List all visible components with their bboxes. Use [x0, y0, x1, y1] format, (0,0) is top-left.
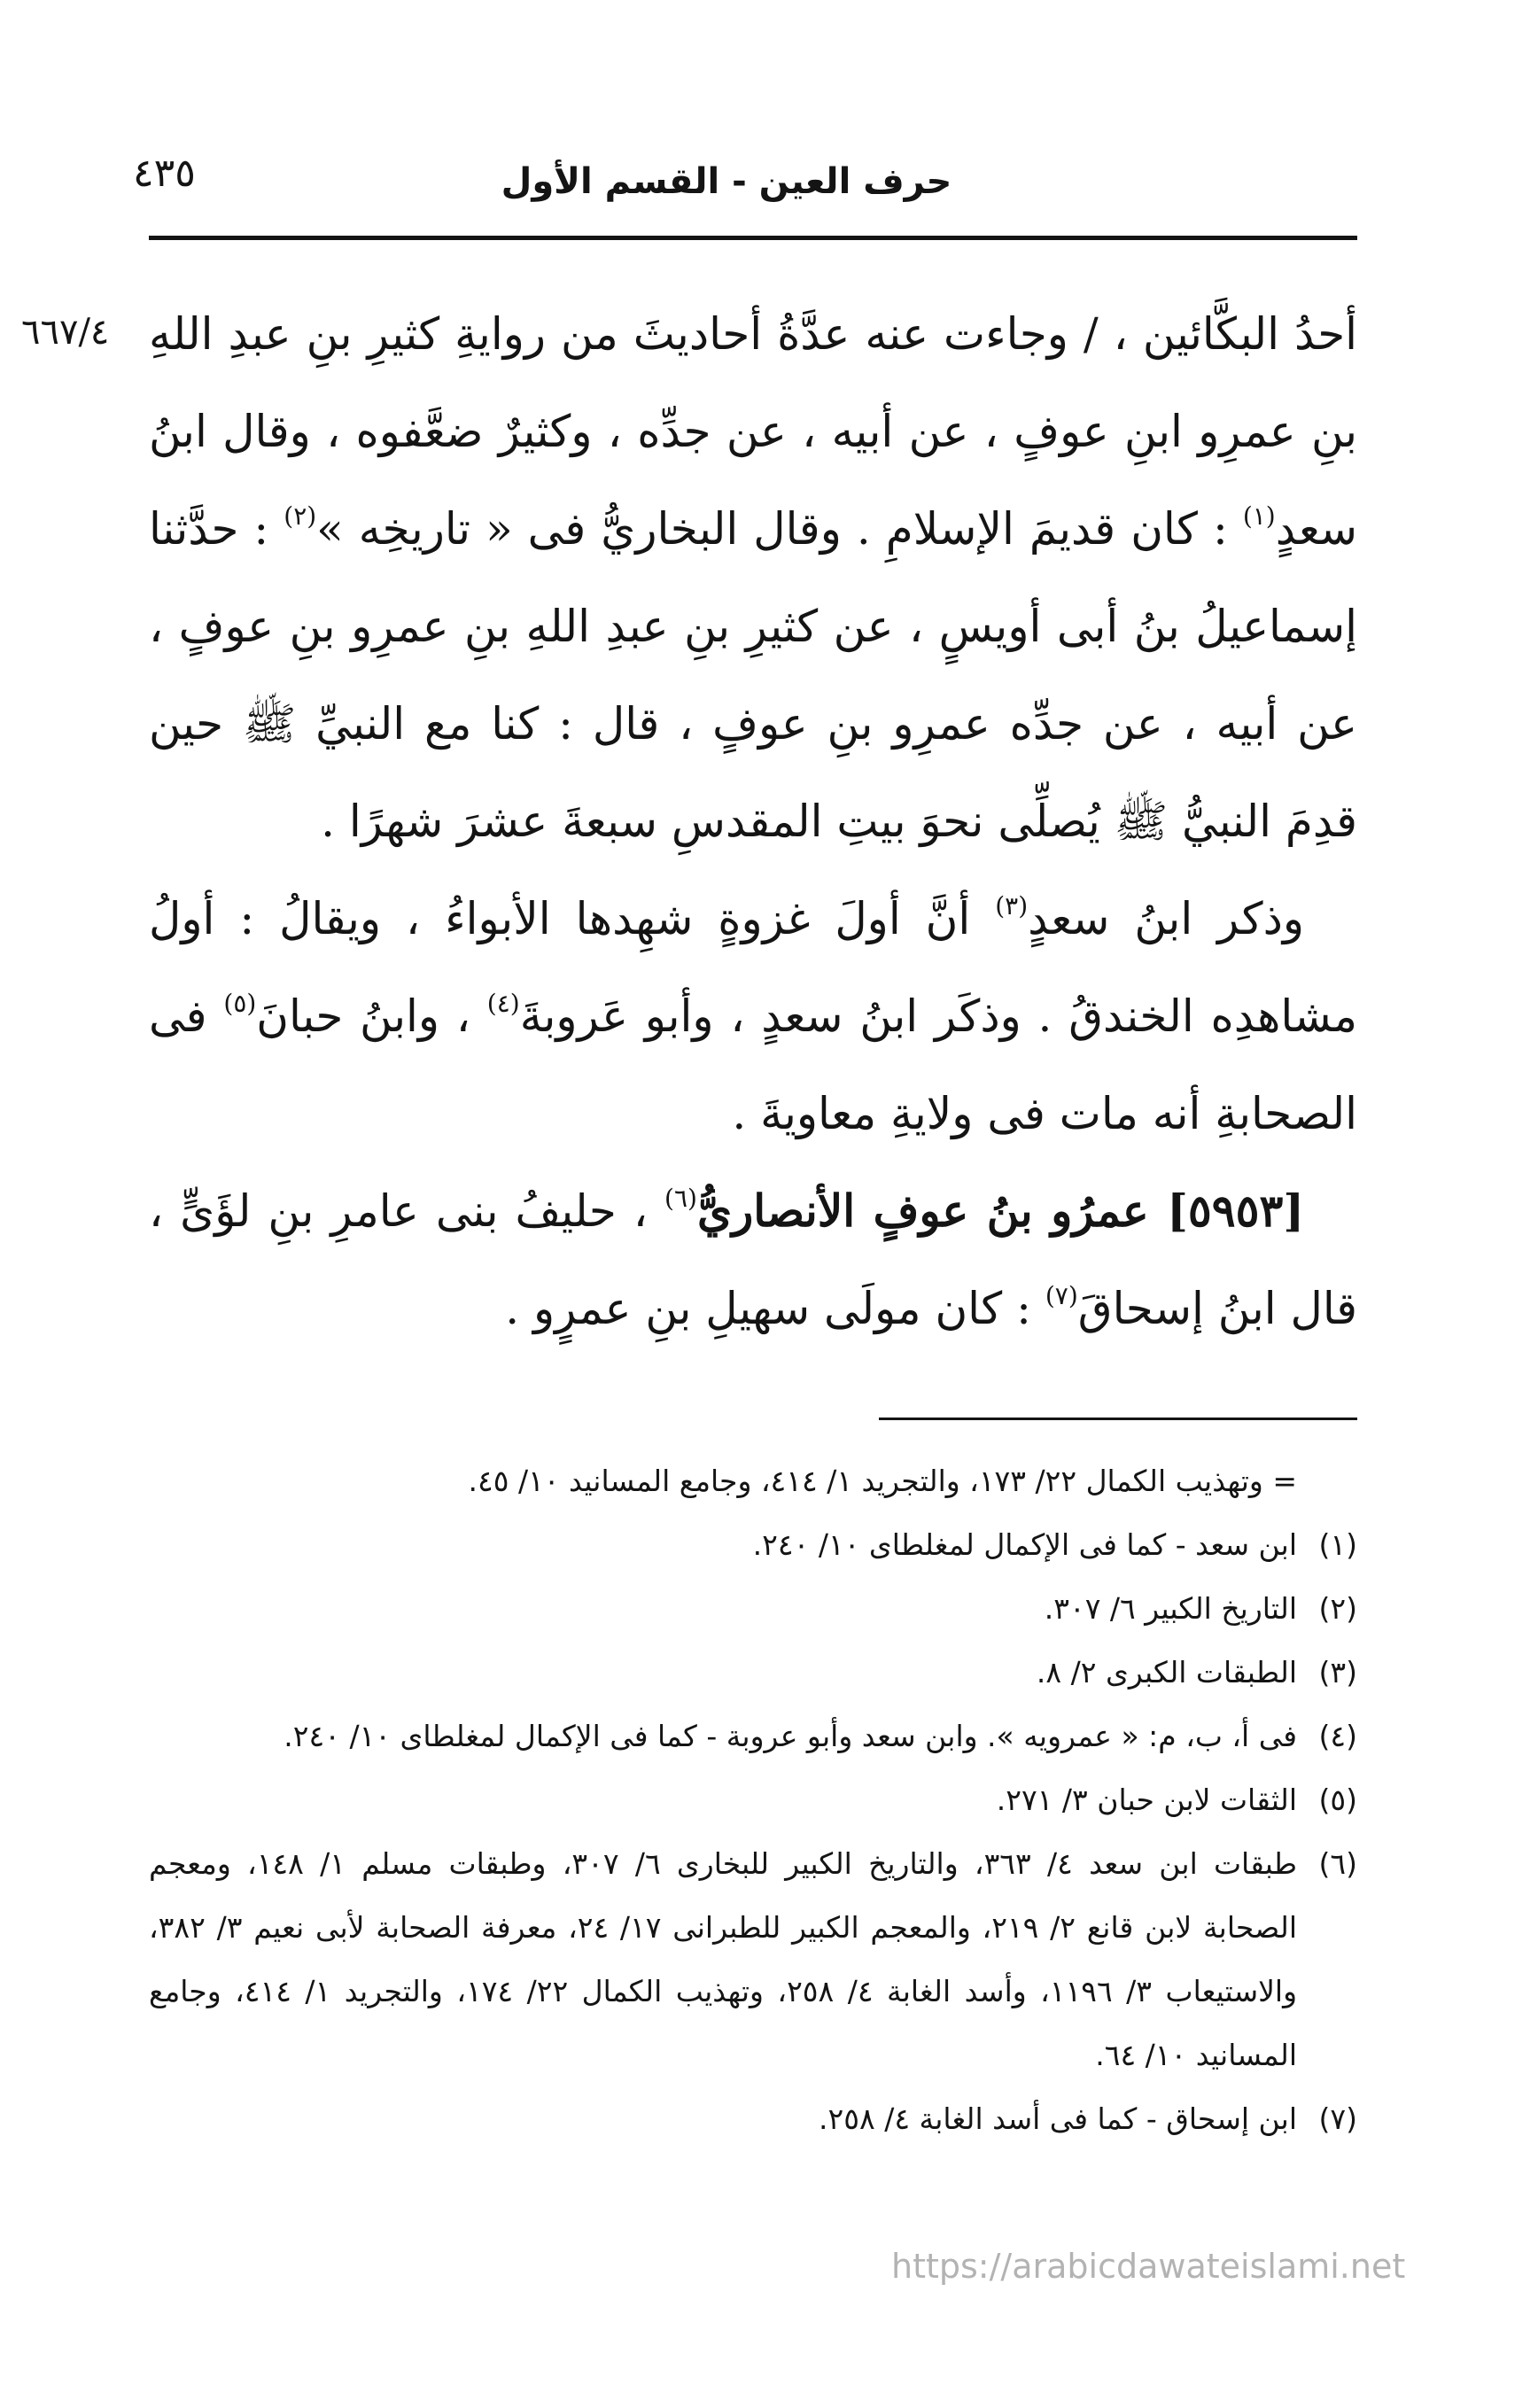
- paragraph-1-part-1: أحدُ البكَّائين ، / وجاءت عنه عدَّةُ أحاديثَ من روايةِ كثيرِ بنِ عبدِ اللهِ بنِ عمرِو ابنِ عوفٍ ، عن أبيه ، عن جدِّه ، وكثيرٌ ضعَّفوه ، وقال ابنُ سعدٍ: [149, 308, 1357, 555]
- footnote-number: (٤): [1318, 1719, 1357, 1753]
- footnote-marker-5[interactable]: (٥): [223, 989, 257, 1018]
- footnote-number: (٣): [1318, 1655, 1357, 1689]
- paragraph-2: [149, 870, 1357, 1162]
- footnote-text: الطبقات الكبرى ٢/ ٨.: [1036, 1655, 1297, 1689]
- paragraph-2-part-4: فى الصحابةِ أنه مات فى ولايةِ معاويةَ .: [149, 990, 1357, 1139]
- footnote-number: (٦): [1318, 1846, 1357, 1881]
- footnote-number: (١): [1318, 1527, 1357, 1562]
- main-text: [149, 285, 1357, 1357]
- paragraph-2-part-1: وذكر ابنُ سعدٍ: [1028, 893, 1304, 944]
- footnote-text: ابن إسحاق - كما فى أسد الغابة ٤/ ٢٥٨.: [819, 2101, 1297, 2136]
- watermark-url: https://arabicdawateislami.net: [891, 2247, 1406, 2286]
- footnote-item: [149, 1641, 1357, 1705]
- entry-part-2: : كان مولَى سهيلِ بنِ عمرٍو .: [505, 1283, 1045, 1334]
- footnote-separator: [879, 1418, 1357, 1420]
- margin-volume-page-reference: ٦٦٧/٤: [21, 312, 110, 353]
- paragraph-1-part-2: : كان قديمَ الإسلامِ . وقال البخاريُّ فى « تاريخِه »: [316, 503, 1243, 555]
- footnote-item: [149, 1705, 1357, 1768]
- footnote-item: [149, 1577, 1357, 1641]
- footnote-item: [149, 1513, 1357, 1577]
- running-header-title: حرف العين - القسم الأول: [501, 161, 952, 202]
- footnote-text: طبقات ابن سعد ٤/ ٣٦٣، والتاريخ الكبير للبخارى ٦/ ٣٠٧، وطبقات مسلم ١/ ١٤٨، ومعجم الصحابة لابن قانع ٢/ ٢١٩، والمعجم الكبير للطبرانى ١٧/ ٢٤، معرفة الصحابة لأبى نعيم ٣/ ٣٨٢، والاستيعاب ٣/ ١١٩٦، وأسد الغابة ٤/ ٢٥٨، وتهذيب الكمال ٢٢/ ١٧٤، والتجريد ١/ ٤١٤، وجامع المسانيد ١٠/ ٦٤.: [149, 1846, 1298, 2072]
- footnote-marker-6[interactable]: (٦): [664, 1184, 697, 1213]
- page-number: ٤٣٥: [133, 151, 196, 196]
- footnote-text: فى أ، ب، م: « عمرويه ». وابن سعد وأبو عروبة - كما فى الإكمال لمغلطاى ١٠/ ٢٤٠.: [284, 1719, 1297, 1753]
- entry-name: عمرُو بنُ عوفٍ الأنصاريُّ: [696, 1185, 1168, 1237]
- footnote-marker-2[interactable]: (٢): [284, 501, 317, 531]
- footnote-text: ابن سعد - كما فى الإكمال لمغلطاى ١٠/ ٢٤٠.: [752, 1527, 1297, 1562]
- footnote-item: [149, 1832, 1357, 2087]
- paragraph-1: [149, 285, 1357, 870]
- footnotes: [149, 1449, 1357, 2151]
- footnote-number: (٧): [1318, 2101, 1357, 2136]
- footnote-marker-1[interactable]: (١): [1242, 501, 1276, 531]
- paragraph-1-part-3: : حدَّثنا إسماعيلُ بنُ أبى أويسٍ ، عن كثيرِ بنِ عبدِ اللهِ بنِ عمرِو بنِ عوفٍ ، عن أبيه ، عن جدِّه عمرِو بنِ عوفٍ ، قال : كنا مع النبيِّ ﷺ حين قدِمَ النبيُّ ﷺ يُصلِّى نحوَ بيتِ المقدسِ سبعةَ عشرَ شهرًا .: [149, 503, 1357, 847]
- footnote-text: التاريخ الكبير ٦/ ٣٠٧.: [1044, 1591, 1297, 1626]
- header-rule: [149, 236, 1357, 240]
- paragraph-2-part-3: ، وابنُ حبانَ: [256, 990, 487, 1042]
- footnote-continuation: = وتهذيب الكمال ٢٢/ ١٧٣، والتجريد ١/ ٤١٤، وجامع المسانيد ١٠/ ٤٥.: [468, 1464, 1297, 1498]
- footnote-marker-7[interactable]: (٧): [1045, 1281, 1078, 1310]
- footnote-number: (٥): [1318, 1783, 1357, 1817]
- footnote-number: (٢): [1318, 1591, 1357, 1626]
- footnote-item: [149, 2087, 1357, 2151]
- entry-part-1: ، حليفُ بنى عامرِ بنِ لؤَىٍّ ، قال ابنُ إسحاقَ: [149, 1185, 1357, 1334]
- biography-entry: [149, 1162, 1357, 1357]
- entry-number: [٥٩٥٣]: [1167, 1185, 1304, 1237]
- footnote-text: الثقات لابن حبان ٣/ ٢٧١.: [996, 1783, 1297, 1817]
- footnote-marker-4[interactable]: (٤): [486, 989, 520, 1018]
- footnote-marker-3[interactable]: (٣): [995, 891, 1029, 920]
- paragraph-2-part-2: أنَّ أولَ غزوةٍ شهِدها الأبواءُ ، ويقالُ : أولُ مشاهدِه الخندقُ . وذكَر ابنُ سعدٍ ، وأبو عَروبةَ: [149, 893, 1357, 1042]
- footnote-item: [149, 1768, 1357, 1832]
